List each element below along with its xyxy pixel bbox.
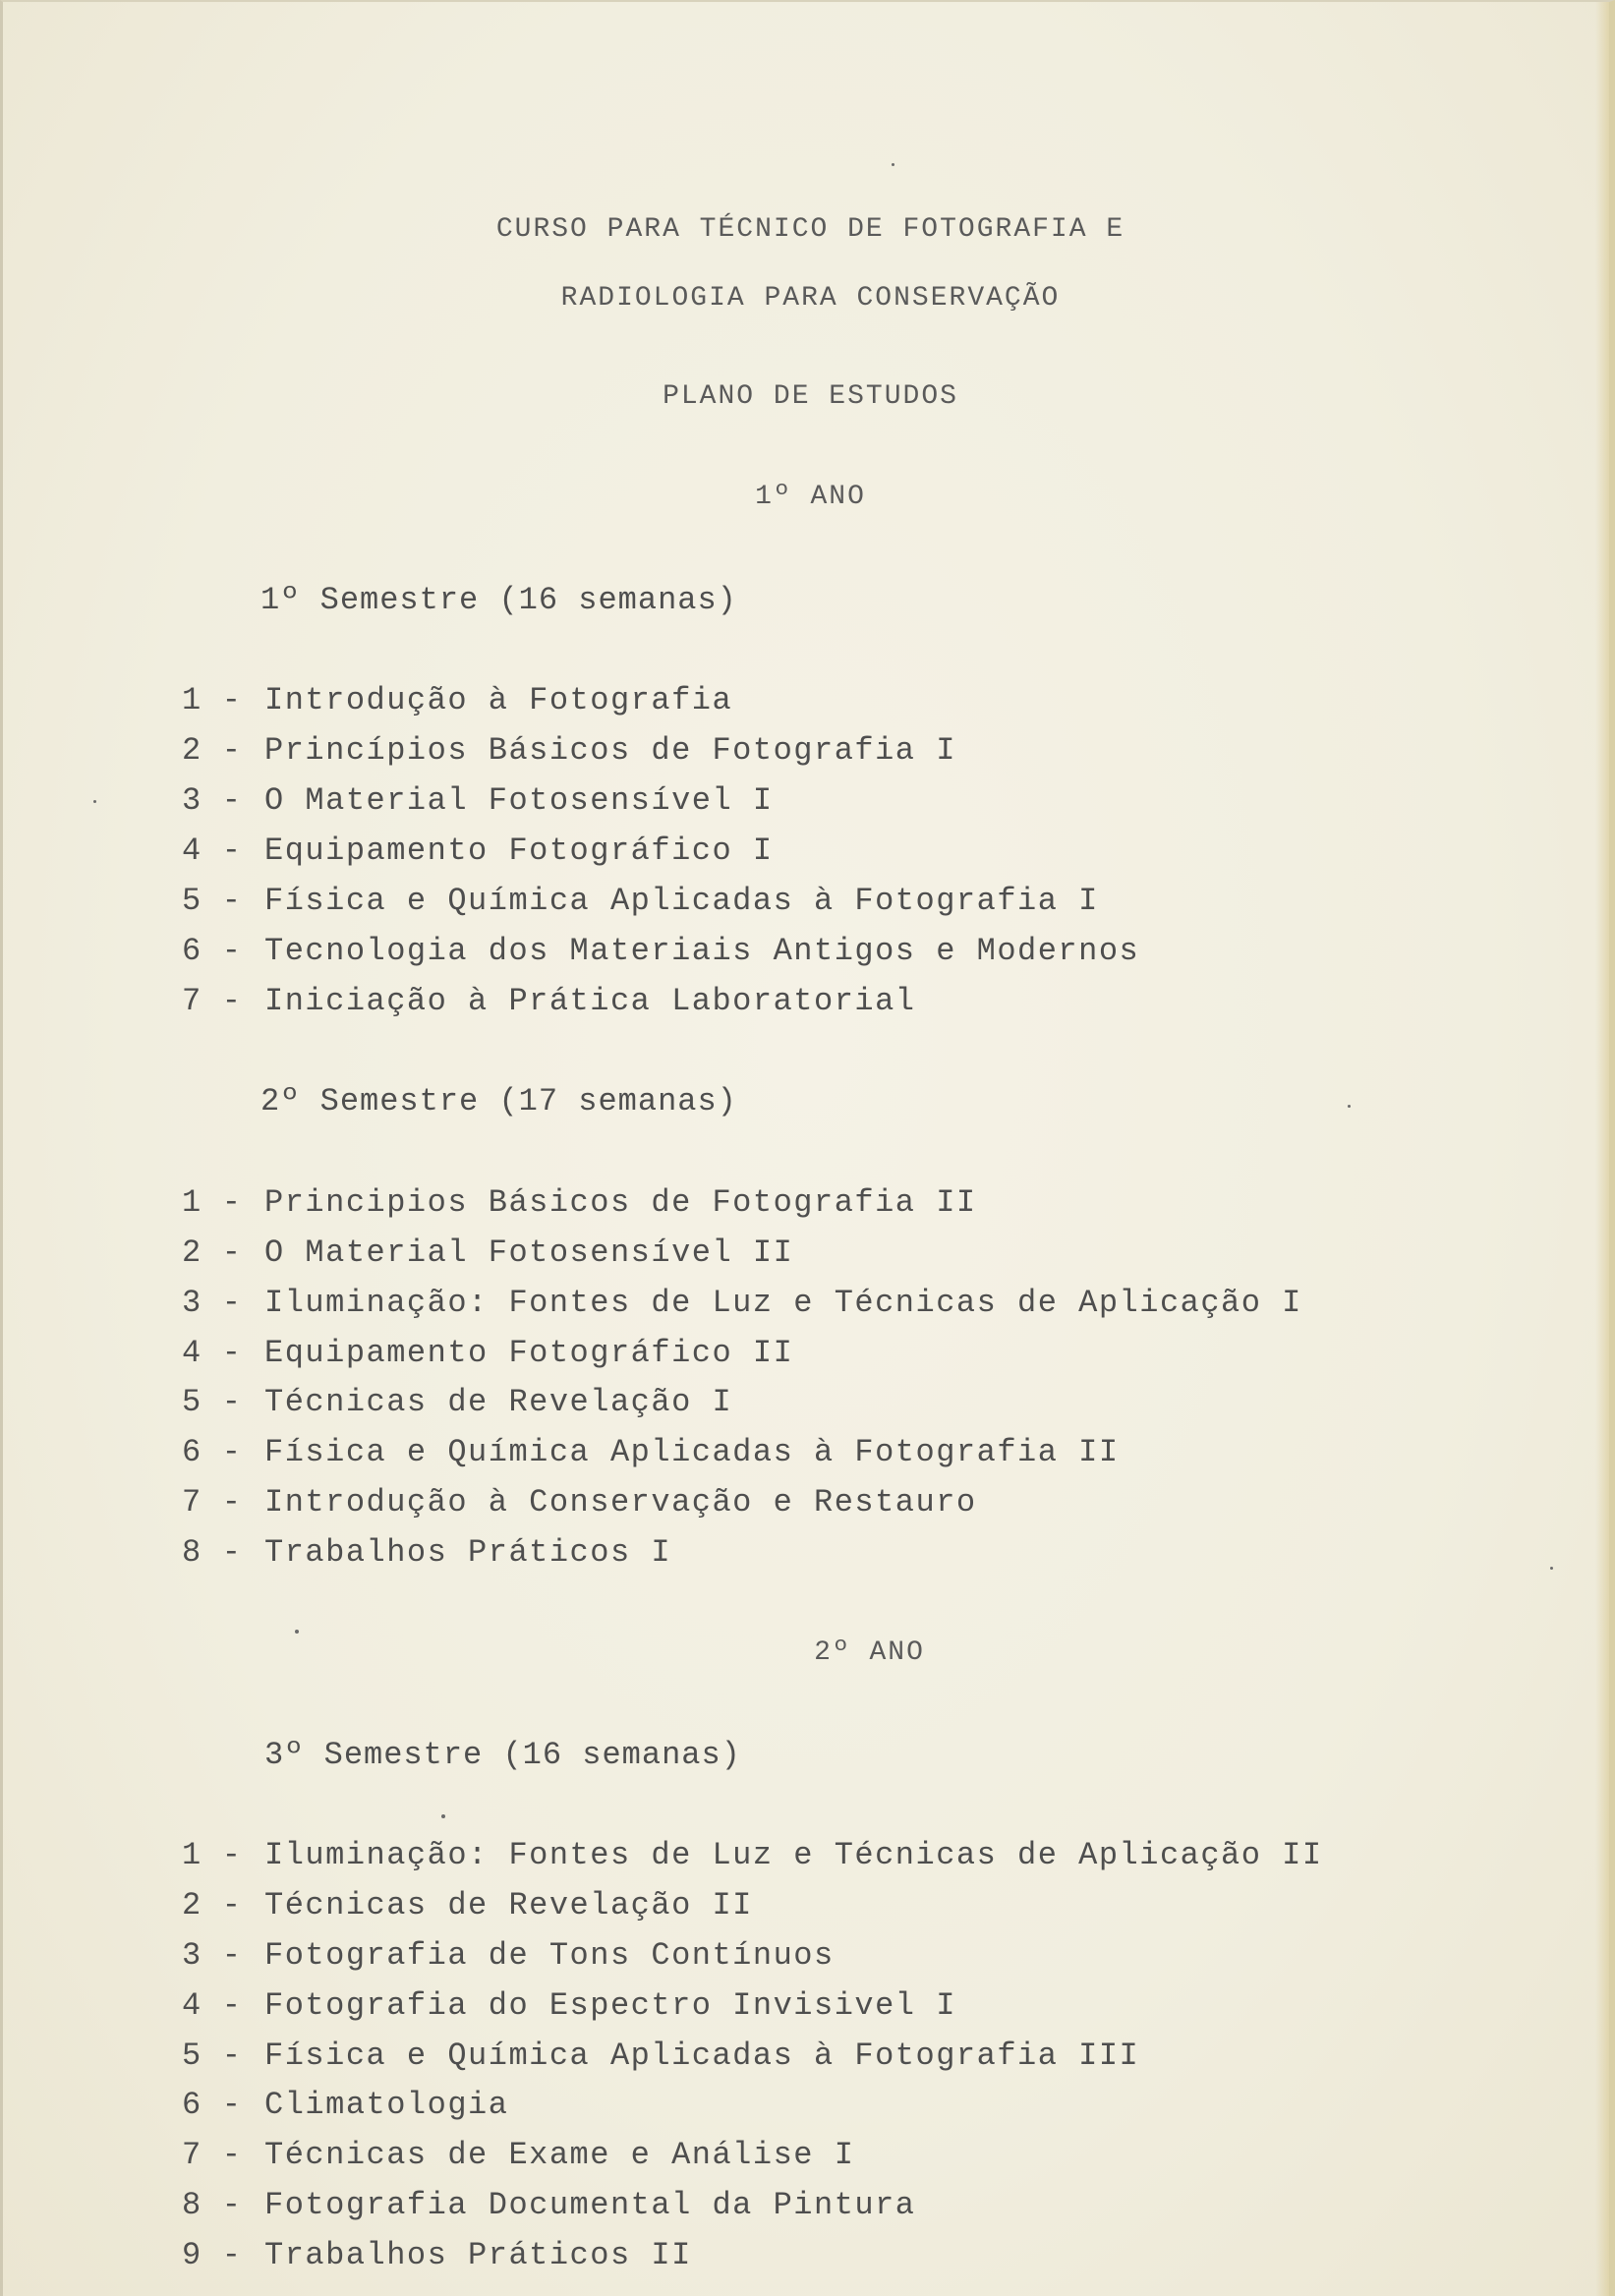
paper-speck — [295, 1630, 299, 1634]
item-number: 6 - — [182, 2087, 264, 2123]
list-item — [182, 1837, 1323, 1873]
item-number: 3 - — [182, 1937, 264, 1974]
item-text: Iluminação: Fontes de Luz e Técnicas de Aplicação I — [264, 1285, 1302, 1321]
list-item — [182, 983, 916, 1019]
list-item — [182, 1484, 977, 1521]
list-item — [182, 1335, 793, 1371]
list-item — [182, 2137, 854, 2173]
item-text: Trabalhos Práticos II — [264, 2237, 692, 2273]
item-text: O Material Fotosensível I — [264, 782, 774, 819]
list-item — [182, 732, 956, 769]
list-item — [182, 1285, 1302, 1321]
list-item — [182, 2087, 508, 2123]
item-number: 7 - — [182, 1484, 264, 1521]
item-text: Principios Básicos de Fotografia II — [264, 1184, 977, 1221]
item-text: Equipamento Fotográfico I — [264, 832, 774, 869]
item-number: 5 - — [182, 1384, 264, 1420]
paper-speck — [892, 163, 894, 166]
item-number: 5 - — [182, 2038, 264, 2074]
item-number: 8 - — [182, 2187, 264, 2223]
document-title-line-1: CURSO PARA TÉCNICO DE FOTOGRAFIA E — [495, 214, 1125, 245]
list-item — [182, 1937, 835, 1974]
document-subtitle: PLANO DE ESTUDOS — [663, 381, 958, 412]
paper-speck — [93, 800, 96, 803]
item-text: Fotografia Documental da Pintura — [264, 2187, 916, 2223]
item-number: 3 - — [182, 1285, 264, 1321]
list-item — [182, 1184, 977, 1221]
semester-heading-2: 2º Semestre (17 semanas) — [260, 1083, 737, 1119]
item-text: Introdução à Conservação e Restauro — [264, 1484, 977, 1521]
item-number: 1 - — [182, 1184, 264, 1221]
list-item — [182, 2038, 1139, 2074]
item-text: Técnicas de Revelação II — [264, 1887, 753, 1923]
list-item — [182, 883, 1099, 919]
list-item — [182, 1234, 793, 1271]
item-number: 4 - — [182, 1987, 264, 2024]
item-number: 8 - — [182, 1534, 264, 1571]
list-item — [182, 682, 732, 718]
list-item — [182, 1987, 956, 2024]
item-text: Equipamento Fotográfico II — [264, 1335, 794, 1371]
year-heading-2: 2º ANO — [814, 1637, 925, 1668]
item-number: 4 - — [182, 832, 264, 869]
list-item — [182, 2187, 916, 2223]
item-number: 1 - — [182, 1837, 264, 1873]
item-text: Física e Química Aplicadas à Fotografia III — [264, 2038, 1140, 2074]
paper-speck — [1550, 1567, 1553, 1570]
item-text: Tecnologia dos Materiais Antigos e Modernos — [264, 933, 1140, 969]
item-number: 2 - — [182, 1234, 264, 1271]
item-text: Iluminação: Fontes de Luz e Técnicas de Aplicação II — [264, 1837, 1323, 1873]
list-item — [182, 2237, 692, 2273]
item-text: Física e Química Aplicadas à Fotografia I — [264, 883, 1099, 919]
item-number: 5 - — [182, 883, 264, 919]
item-text: Trabalhos Práticos I — [264, 1534, 672, 1571]
item-number: 7 - — [182, 983, 264, 1019]
list-item — [182, 1534, 671, 1571]
item-text: Princípios Básicos de Fotografia I — [264, 732, 956, 769]
item-number: 6 - — [182, 933, 264, 969]
document-title-line-2: RADIOLOGIA PARA CONSERVAÇÃO — [560, 283, 1061, 314]
list-item — [182, 832, 774, 869]
item-number: 2 - — [182, 1887, 264, 1923]
semester-heading-3: 3º Semestre (16 semanas) — [264, 1737, 741, 1773]
item-number: 9 - — [182, 2237, 264, 2273]
item-text: Iniciação à Prática Laboratorial — [264, 983, 916, 1019]
list-item — [182, 1384, 732, 1420]
list-item — [182, 1434, 1120, 1470]
list-item — [182, 1887, 753, 1923]
item-text: Técnicas de Revelação I — [264, 1384, 733, 1420]
item-text: Fotografia do Espectro Invisivel I — [264, 1987, 956, 2024]
item-text: Introdução à Fotografia — [264, 682, 733, 718]
paper-speck — [1348, 1105, 1351, 1108]
item-number: 7 - — [182, 2137, 264, 2173]
item-number: 2 - — [182, 732, 264, 769]
year-heading-1: 1º ANO — [755, 482, 866, 512]
item-text: Física e Química Aplicadas à Fotografia II — [264, 1434, 1120, 1470]
item-number: 3 - — [182, 782, 264, 819]
item-text: O Material Fotosensível II — [264, 1234, 794, 1271]
item-number: 1 - — [182, 682, 264, 718]
item-text: Climatologia — [264, 2087, 509, 2123]
item-number: 6 - — [182, 1434, 264, 1470]
item-text: Fotografia de Tons Contínuos — [264, 1937, 835, 1974]
item-text: Técnicas de Exame e Análise I — [264, 2137, 855, 2173]
list-item — [182, 933, 1139, 969]
item-number: 4 - — [182, 1335, 264, 1371]
list-item — [182, 782, 774, 819]
paper-speck — [441, 1814, 445, 1818]
semester-heading-1: 1º Semestre (16 semanas) — [260, 582, 737, 618]
